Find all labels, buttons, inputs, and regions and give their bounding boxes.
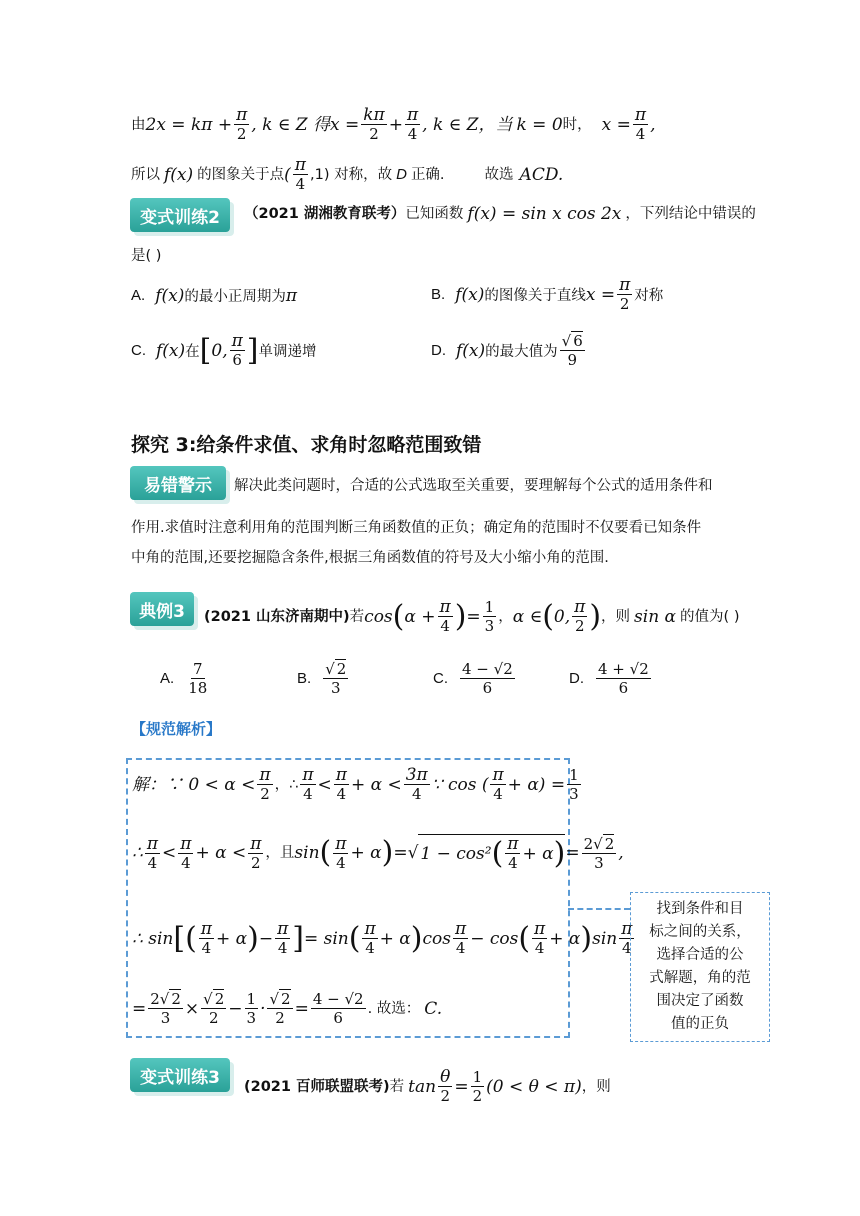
- equation: , k ∈ Z，当: [422, 114, 513, 135]
- example3-option-c[interactable]: C. $\frac{4 - √2}{6}$: [433, 660, 513, 697]
- standard-analysis-label: 【规范解析】: [131, 720, 222, 738]
- source-label: （2021 湖湘教育联考）: [244, 206, 406, 222]
- fraction: $\frac{√ 6}{9}$: [561, 332, 583, 369]
- exercise2-option-b[interactable]: B. f(x) 的图像关于直线 x = $\frac{\pi}{2}$ 对称: [431, 275, 664, 313]
- solution-line-1: 由 2x = kπ + $\frac{\pi}{2}$ , k ∈ Z 得 x = $\frac{k\pi}{2}$ + $\frac{\pi}{4}$ , k ∈ Z，当 k = 0 时， x = $\frac{\pi}{4}$ ,: [131, 105, 656, 143]
- equation: k = 0: [516, 114, 563, 135]
- text-fragment: 故选: [484, 166, 514, 183]
- text-fragment: 时，: [562, 116, 592, 133]
- text-fragment: 的图象关于点: [197, 166, 285, 183]
- exercise-badge-3: 变式训练3: [130, 1058, 230, 1092]
- fraction: $\frac{\pi}{4}$: [294, 155, 306, 193]
- exercise2-option-c[interactable]: C. f(x) 在 [ 0, $\frac{\pi}{6}$ ] 单调递增: [131, 331, 317, 369]
- equation: f(x): [164, 164, 194, 185]
- option-text: 的最小正周期为: [184, 289, 286, 305]
- text-fragment: 正确.: [410, 166, 445, 183]
- equation: x =: [329, 114, 360, 135]
- warning-text-2: 作用.求值时注意利用角的范围判断三角函数值的正负；确定角的范围时不仅要看已知条件: [131, 520, 702, 536]
- fraction: $\frac{1}{3}$: [484, 598, 495, 635]
- warning-text-3: 中角的范围,还要挖掘隐含条件,根据三角函数值的符号及大小缩小角的范围.: [131, 550, 609, 566]
- solution-step-1: 解：∵ 0 < α < $\frac{\pi}{2}$ ，∴ $\frac{\pi}{4}$ < $\frac{\pi}{4}$ + α < $\frac{3\pi}{4}$ ∵ cos ( $\frac{\pi}{4}$ + α) = $\frac{1}{3}$: [132, 765, 579, 803]
- option-text: 在: [185, 344, 200, 360]
- option-letter: A.: [131, 287, 146, 304]
- example3-option-a[interactable]: A. $\frac{7}{18}$: [160, 660, 208, 697]
- option-text: 单调递增: [258, 344, 317, 360]
- fraction: $\frac{\pi}{2}$: [619, 275, 631, 313]
- text-fragment: 所以: [131, 166, 160, 183]
- exercise2-option-d[interactable]: [431, 332, 587, 369]
- equation: f(x): [155, 285, 185, 306]
- option-letter: B.: [431, 286, 446, 303]
- fraction: $\frac{\pi}{2}$: [574, 597, 586, 635]
- equation: 2x = kπ +: [145, 114, 233, 135]
- solution-step-4: = $\frac{2√ 2}{3}$ × $\frac{√ 2}{2}$ − $\frac{1}{3}$ · $\frac{√ 2}{2}$ = $\frac{4 - √2}{6}$ . 故选： C.: [132, 990, 443, 1027]
- fraction: $\frac{\pi}{4}$: [439, 597, 451, 635]
- text-fragment: ，则: [601, 608, 631, 625]
- equation: f(x): [455, 284, 485, 305]
- exercise-badge: 变式训练2: [130, 198, 230, 232]
- exercise2-option-a[interactable]: [131, 285, 297, 306]
- text-fragment: 已知函数: [405, 206, 464, 222]
- solution-step-3: ∴ sin [ ( $\frac{\pi}{4}$ + α ) − $\frac{\pi}{4}$ ] = sin ( $\frac{\pi}{4}$ + α ) cos $\frac{\pi}{4}$ − cos ( $\frac{\pi}{4}$ + α ) sin $\frac{\pi}{4}$: [132, 919, 633, 957]
- note-text: 找到条件和目 标之间的关系， 选择合适的公 式解题，角的范 围决定了函数 值的正负: [649, 901, 751, 1032]
- example-badge: 典例3: [130, 592, 194, 626]
- exercise2-stem-cont: 是( ): [131, 248, 162, 264]
- fraction: $\frac{\pi}{6}$: [231, 331, 243, 369]
- text-fragment: 由: [131, 116, 146, 133]
- equation: π: [285, 285, 298, 306]
- section-heading: 探究 3:给条件求值、求角时忽略范围致错: [131, 434, 482, 456]
- equation: , k ∈ Z 得: [251, 114, 330, 135]
- source-label: (2021 山东济南期中): [204, 608, 350, 625]
- option-text: 的最大值为: [485, 344, 558, 360]
- text-fragment: ，: [498, 608, 513, 625]
- option-text: 的图像关于直线: [484, 288, 586, 304]
- example3-option-d[interactable]: D. $\frac{4 + √2}{6}$: [569, 660, 649, 697]
- exercise3-stem: (2021 百师联盟联考) 若 tan $\frac{\theta}{2}$ = $\frac{1}{2}$ (0 < θ < π) ，则: [244, 1067, 611, 1105]
- equation: f(x): [156, 340, 186, 361]
- option-text: 对称: [634, 288, 664, 304]
- warning-badge: 易错警示: [130, 466, 226, 500]
- text-fragment: ,1) 对称，故: [309, 166, 393, 183]
- option-letter: D.: [431, 342, 446, 359]
- equation: f(x) = sin x cos 2x: [467, 204, 622, 224]
- fraction: $\frac{\pi}{2}$: [236, 105, 248, 143]
- option-letter: D: [396, 165, 407, 183]
- exercise2-stem: [244, 204, 756, 224]
- answer: ACD.: [519, 164, 564, 185]
- text-fragment: 的值为( ): [680, 608, 740, 625]
- text-fragment: 若: [349, 608, 365, 625]
- equation: f(x): [456, 340, 486, 361]
- connector-line: [568, 908, 630, 910]
- option-letter: C.: [131, 342, 146, 359]
- text-fragment: ，下列结论中错误的: [625, 206, 756, 222]
- example3-option-b[interactable]: B. $\frac{√ 2}{3}$: [297, 660, 347, 697]
- example3-stem: (2021 山东济南期中) 若 cos ( α + $\frac{\pi}{4}$ ) = $\frac{1}{3}$ ， α ∈ ( 0, $\frac{\pi}{2}$ ) ，则 sin α 的值为( ): [204, 597, 740, 635]
- warning-text-1: 解决此类问题时，合适的公式选取至关重要，要理解每个公式的适用条件和: [234, 478, 713, 494]
- fraction: $\frac{\pi}{4}$: [406, 105, 419, 143]
- fraction: $\frac{\pi}{4}$: [634, 105, 647, 143]
- solution-step-2: ∴ $\frac{\pi}{4}$ < $\frac{\pi}{4}$ + α < $\frac{\pi}{2}$ ，且 sin ( $\frac{\pi}{4}$ + α ) = √ 1 − cos² ( $\frac{\pi}{4}$ + α ) = $\frac{2√ 2}{3}$ ,: [132, 833, 624, 872]
- fraction: $\frac{k\pi}{2}$: [363, 105, 385, 143]
- solution-line-2: 所以 f(x) 的图象关于点 ( $\frac{\pi}{4}$ ,1) 对称，故 D 正确. 故选 ACD.: [131, 155, 564, 193]
- equation: x =: [601, 114, 631, 135]
